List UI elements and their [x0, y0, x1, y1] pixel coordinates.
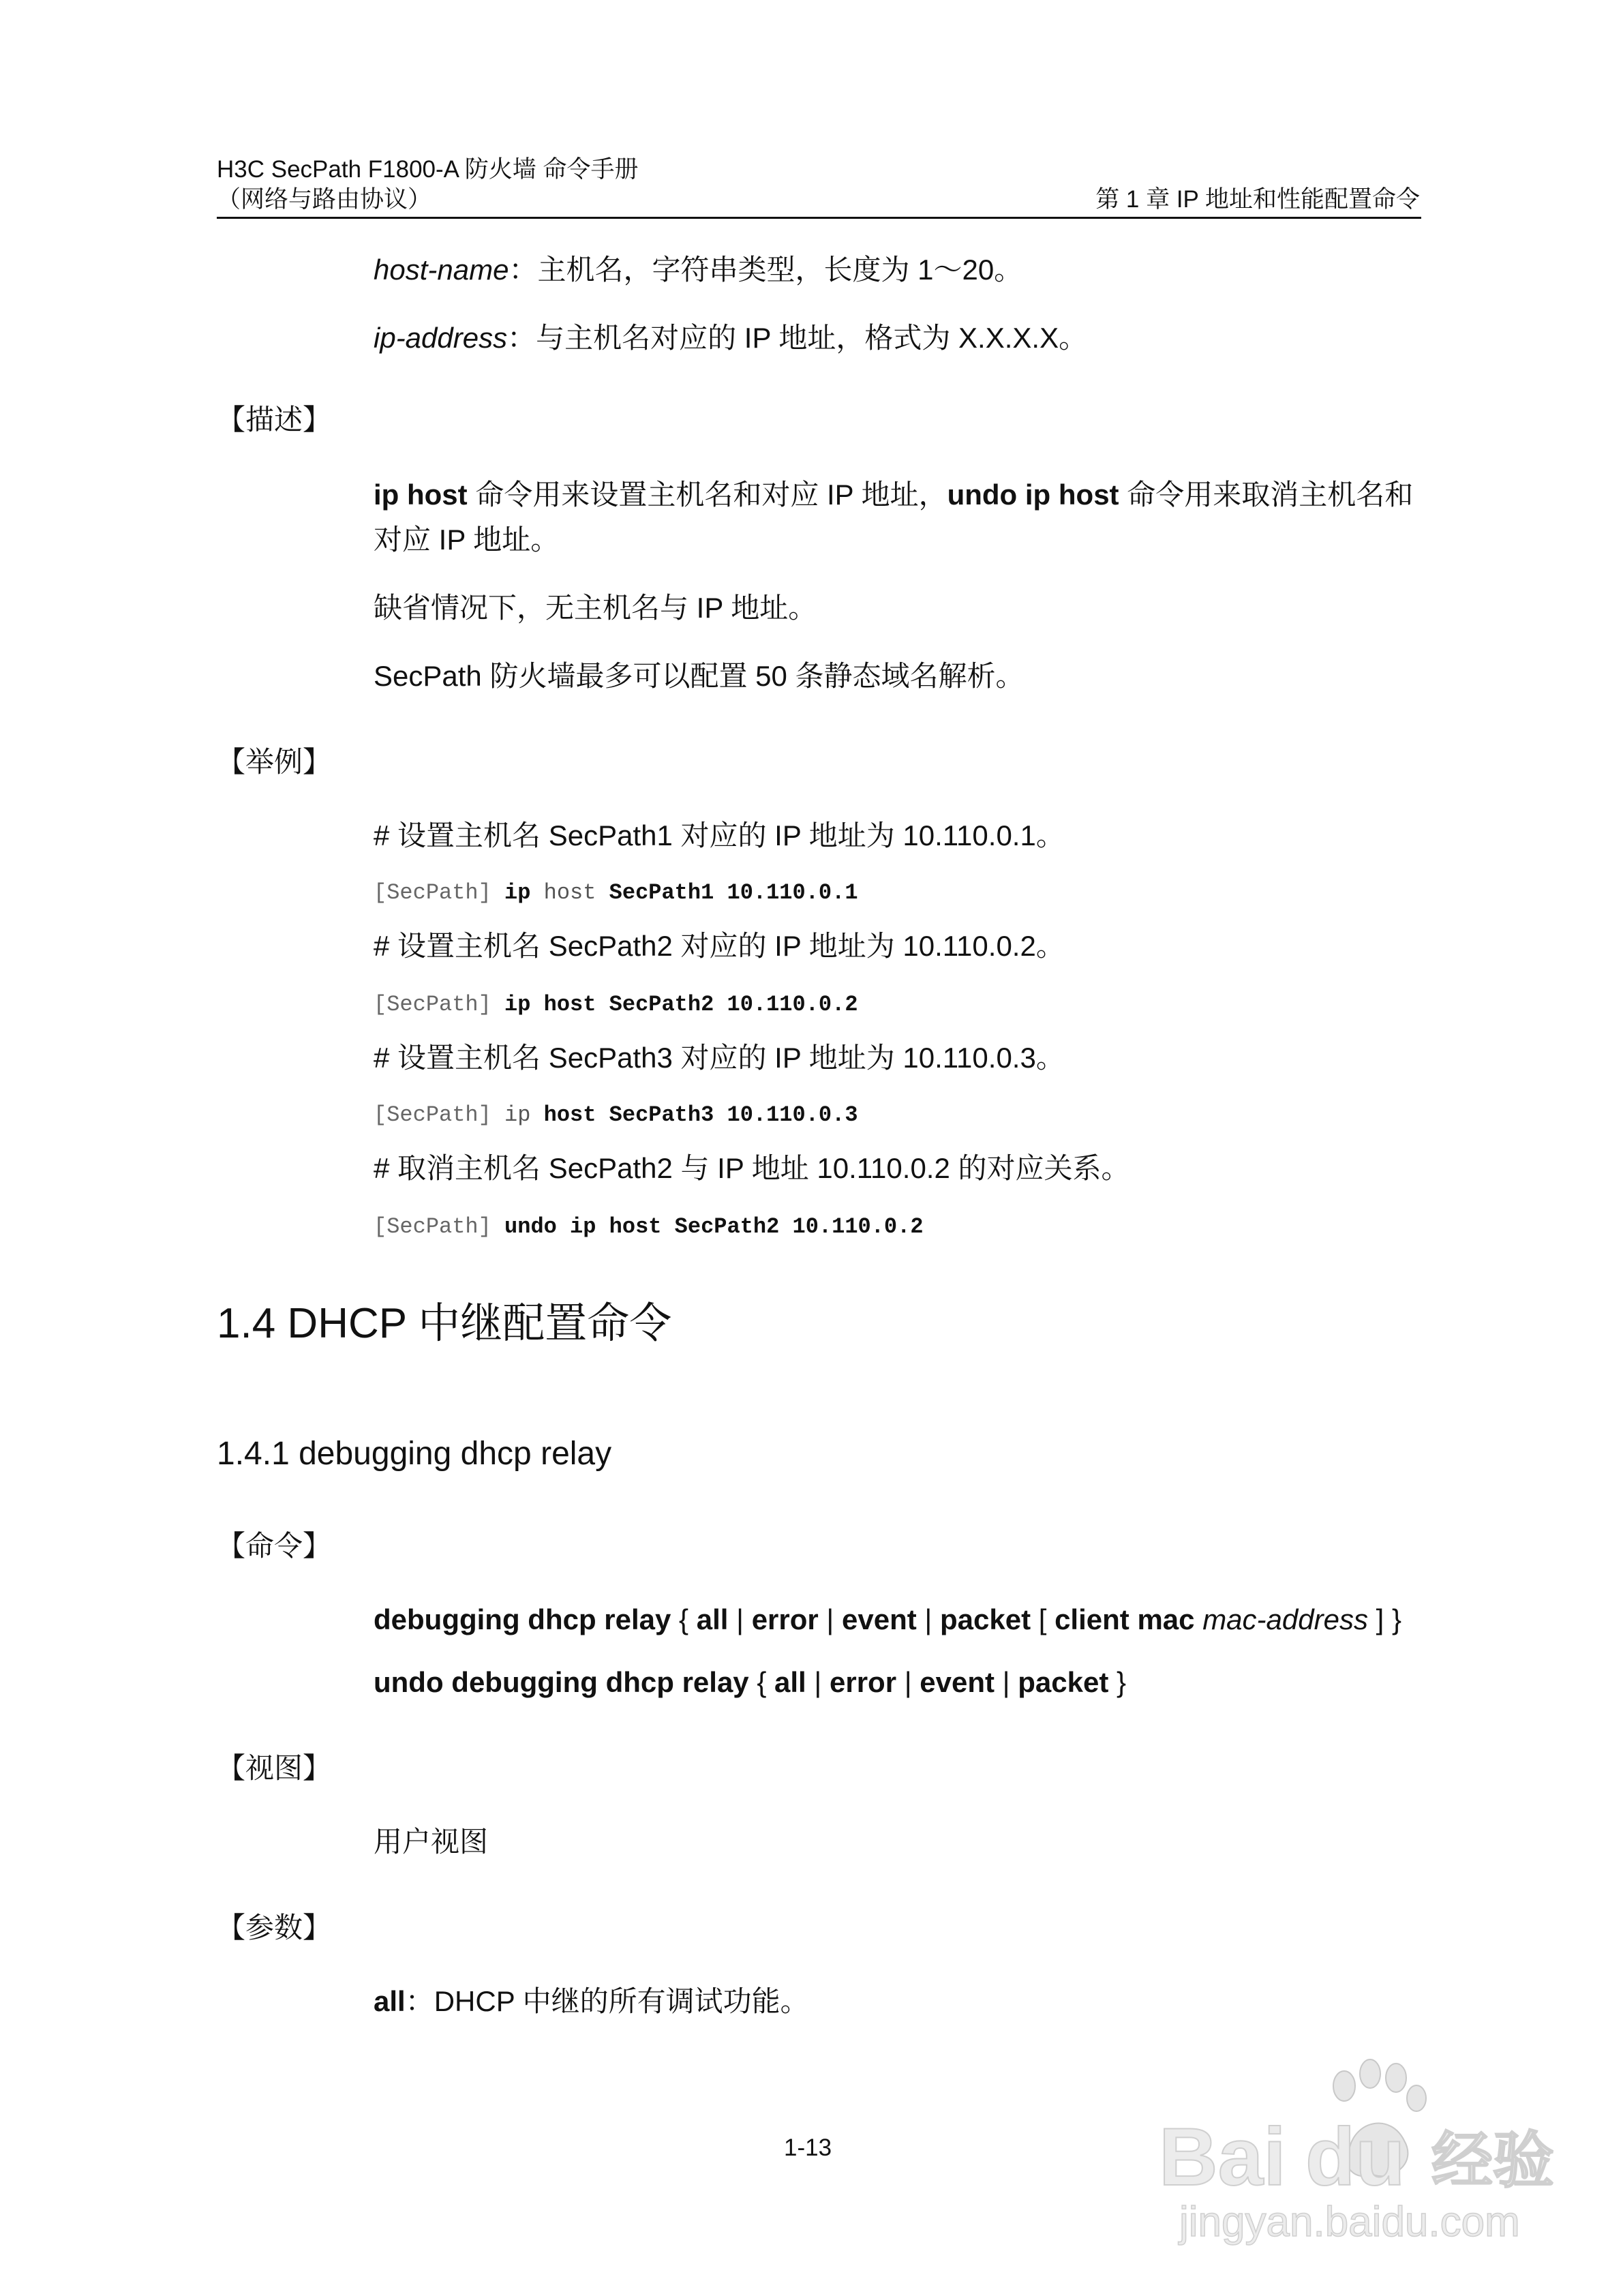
example-comment: # 取消主机名 SecPath2 与 IP 地址 10.110.0.2 的对应关系。 — [374, 1152, 1130, 1184]
example-command — [374, 879, 858, 907]
param-desc: ：DHCP 中继的所有调试功能。 — [405, 1985, 809, 2017]
desc-paragraph-1-cont: 对应 IP 地址。 — [374, 524, 560, 556]
cli-prompt: [SecPath] — [374, 1102, 491, 1128]
param-term: host-name — [374, 254, 509, 286]
syntax-part: undo debugging dhcp relay — [374, 1666, 749, 1698]
param-ip-address — [374, 320, 1087, 356]
desc-paragraph-1 — [374, 477, 1413, 513]
cli-prompt: [SecPath] — [374, 880, 491, 905]
syntax-part: error — [829, 1666, 897, 1698]
desc-paragraph-3: SecPath 防火墙最多可以配置 50 条静态域名解析。 — [374, 660, 1025, 692]
baidu-jingyan-watermark — [1145, 2045, 1554, 2250]
param-term: all — [374, 1985, 406, 2017]
page-number: 1-13 — [784, 2134, 832, 2161]
syntax-part: ] } — [1367, 1603, 1401, 1635]
desc-text: 命令用来取消主机名和 — [1119, 479, 1414, 511]
desc-heading: 【描述】 — [217, 404, 332, 436]
svg-text:经验: 经验 — [1431, 2125, 1554, 2196]
param-desc: ：主机名，字符串类型，长度为 1～20。 — [509, 254, 1023, 286]
param-desc: ：与主机名对应的 IP 地址，格式为 X.X.X.X。 — [507, 322, 1088, 354]
svg-text:Bai: Bai — [1159, 2111, 1286, 2203]
section-title: 1.4 DHCP 中继配置命令 — [217, 1300, 672, 1347]
cli-cmd: ip — [504, 1102, 531, 1128]
syntax-part: event — [920, 1666, 995, 1698]
command-syntax-1 — [374, 1602, 1401, 1637]
syntax-part: packet — [939, 1603, 1031, 1635]
syntax-part — [1195, 1603, 1203, 1635]
cli-cmd: ip — [504, 880, 531, 905]
view-heading: 【视图】 — [217, 1752, 332, 1784]
svg-text:jingyan.baidu.com: jingyan.baidu.com — [1179, 2199, 1520, 2246]
syntax-part: | — [995, 1666, 1018, 1698]
syntax-part: client mac — [1055, 1603, 1195, 1635]
cli-cmd: ip host SecPath2 10.110.0.2 — [504, 992, 858, 1017]
example-comment: # 设置主机名 SecPath1 对应的 IP 地址为 10.110.0.1。 — [374, 819, 1065, 851]
view-text: 用户视图 — [374, 1826, 489, 1858]
example-comment: # 设置主机名 SecPath2 对应的 IP 地址为 10.110.0.2。 — [374, 930, 1065, 962]
chapter-title: 第 1 章 IP 地址和性能配置命令 — [1095, 186, 1420, 213]
syntax-part: { — [748, 1666, 775, 1698]
syntax-part: | — [818, 1603, 843, 1635]
syntax-part: | — [916, 1603, 940, 1635]
example-comment: # 设置主机名 SecPath3 对应的 IP 地址为 10.110.0.3。 — [374, 1042, 1065, 1074]
param-host-name — [374, 252, 1022, 288]
syntax-part: packet — [1018, 1666, 1109, 1698]
cmd-keyword: undo ip host — [947, 479, 1119, 511]
subsection-title: 1.4.1 debugging dhcp relay — [217, 1436, 612, 1472]
syntax-part: | — [806, 1666, 830, 1698]
syntax-part: } — [1108, 1666, 1127, 1698]
syntax-part: | — [896, 1666, 920, 1698]
cli-cmd: undo ip host SecPath2 10.110.0.2 — [504, 1214, 924, 1239]
example-command — [374, 991, 858, 1018]
param-all — [374, 1984, 809, 2019]
cli-cmd: host SecPath3 10.110.0.3 — [543, 1102, 858, 1128]
example-command — [374, 1102, 858, 1129]
syntax-part: [ — [1031, 1603, 1055, 1635]
syntax-part: all — [696, 1603, 729, 1635]
syntax-part: { — [671, 1603, 697, 1635]
example-command — [374, 1213, 924, 1241]
syntax-part: | — [728, 1603, 752, 1635]
param-term: ip-address — [374, 322, 508, 354]
command-syntax-2 — [374, 1665, 1126, 1700]
example-heading: 【举例】 — [217, 746, 332, 778]
svg-text:du: du — [1305, 2111, 1406, 2203]
command-heading: 【命令】 — [217, 1530, 332, 1562]
syntax-part: all — [774, 1666, 806, 1698]
header-rule — [217, 217, 1421, 219]
cli-cmd: host — [543, 880, 596, 905]
desc-text: 命令用来设置主机名和对应 IP 地址， — [467, 479, 947, 511]
syntax-part: error — [751, 1603, 819, 1635]
doc-subtitle: （网络与路由协议） — [217, 186, 432, 213]
cmd-keyword: ip host — [374, 479, 468, 511]
cli-prompt: [SecPath] — [374, 1214, 491, 1239]
doc-title: H3C SecPath F1800-A 防火墙 命令手册 — [217, 156, 639, 183]
param-heading: 【参数】 — [217, 1912, 332, 1944]
desc-paragraph-2: 缺省情况下，无主机名与 IP 地址。 — [374, 592, 817, 624]
syntax-part: mac-address — [1202, 1603, 1368, 1635]
cli-cmd: SecPath1 10.110.0.1 — [609, 880, 858, 905]
syntax-part: debugging dhcp relay — [374, 1603, 671, 1635]
cli-prompt: [SecPath] — [374, 992, 491, 1017]
syntax-part: event — [842, 1603, 917, 1635]
